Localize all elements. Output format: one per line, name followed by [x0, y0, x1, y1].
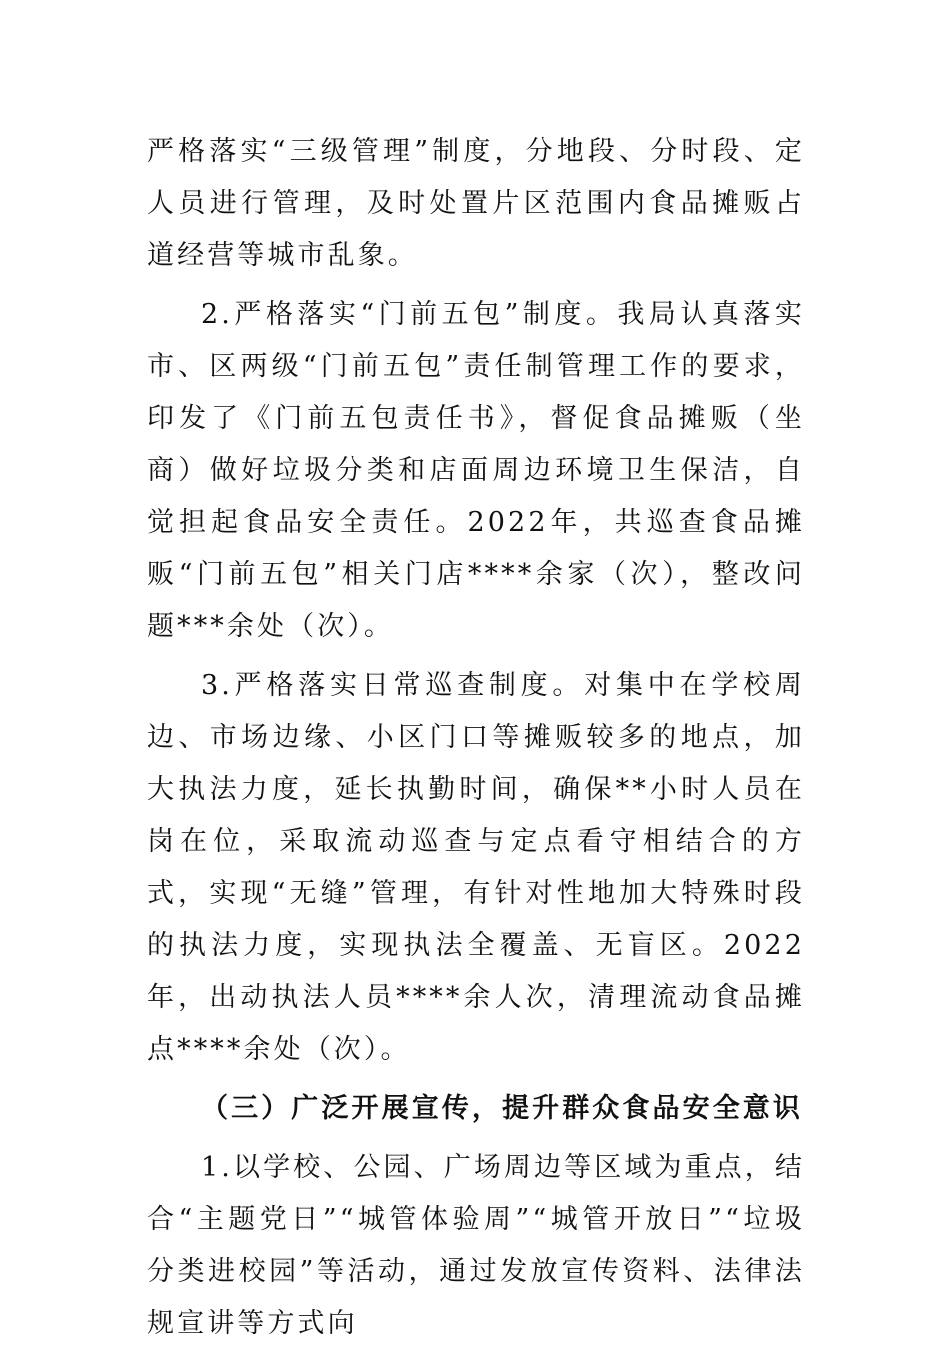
paragraph-continuation: 严格落实“三级管理”制度，分地段、分时段、定人员进行管理，及时处置片区范围内食品摊贩占道经营等城市乱象。 — [147, 136, 805, 271]
section-heading: （三）广泛开展宣传，提升群众食品安全意识 — [201, 1093, 803, 1124]
paragraph-section-3-item-1: 1.以学校、公园、广场周边等区域为重点，结合“主题党日”“城管体验周”“城管开放日”“垃圾分类进校园”等活动，通过发放宣传资料、法律法规宣讲等方式向 — [147, 1152, 805, 1339]
paragraph-item-2: 2.严格落实“门前五包”制度。我局认真落实市、区两级“门前五包”责任制管理工作的要求，印发了《门前五包责任书》，督促食品摊贩（坐商）做好垃圾分类和店面周边环境卫生保洁，自觉担起食品安全责任。2022年，共巡查食品摊贩“门前五包”相关门店****余家（次），整改问题***余处（次）。 — [147, 299, 805, 642]
paragraph-item-3: 3.严格落实日常巡查制度。对集中在学校周边、市场边缘、小区门口等摊贩较多的地点，加大执法力度，延长执勤时间，确保**小时人员在岗在位，采取流动巡查与定点看守相结合的方式，实现“无缝”管理，有针对性地加大特殊时段的执法力度，实现执法全覆盖、无盲区。2022年，出动执法人员****余人次，清理流动食品摊点****余处（次）。 — [147, 670, 805, 1065]
document-body — [147, 126, 805, 1357]
